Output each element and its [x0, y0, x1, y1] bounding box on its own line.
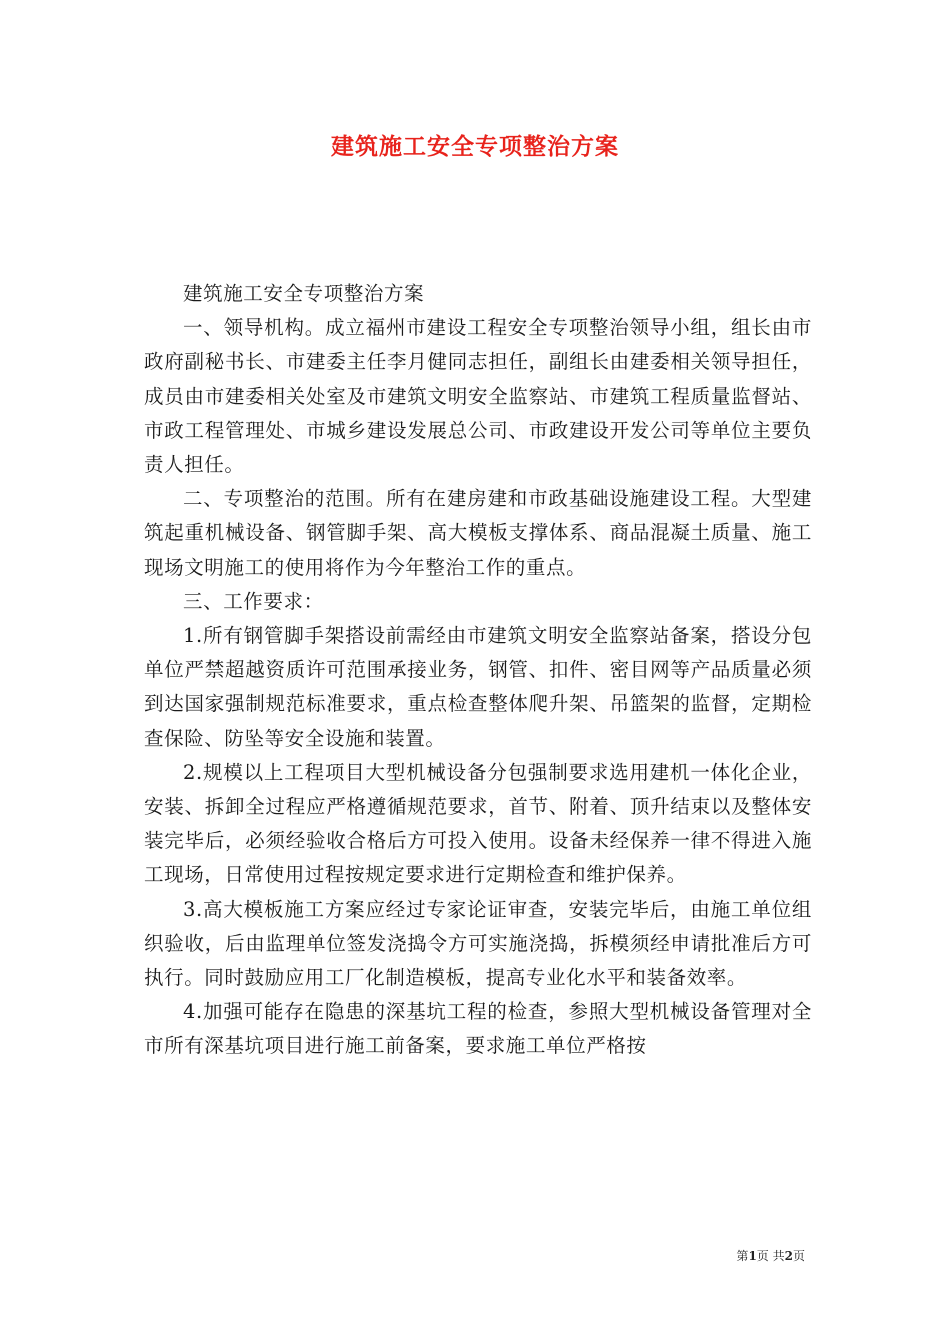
paragraph-item-3: 3.高大模板施工方案应经过专家论证审查，安装完毕后，由施工单位组织验收，后由监理单位签发浇捣令方可实施浇捣，拆模须经申请批准后方可执行。同时鼓励应用工厂化制造模板，提高专业化水平和装备效率。 [144, 897, 812, 990]
paragraph-requirements-heading: 三、工作要求： [183, 589, 324, 613]
paragraph-scope: 二、专项整治的范围。所有在建房建和市政基础设施建设工程。大型建筑起重机械设备、钢管脚手架、高大模板支撑体系、商品混凝土质量、施工现场文明施工的使用将作为今年整治工作的重点。 [144, 487, 812, 579]
paragraph-item-4: 4.加强可能存在隐患的深基坑工程的检查，参照大型机械设备管理对全市所有深基坑项目进行施工前备案，要求施工单位严格按 [144, 1000, 812, 1058]
footer-prefix: 第 [736, 1249, 749, 1263]
footer-middle: 页 共 [756, 1249, 785, 1263]
paragraph-heading: 建筑施工安全专项整治方案 [183, 282, 425, 305]
document-body [144, 277, 812, 1064]
footer-page-number: 1 [748, 1249, 757, 1263]
paragraph-item-1: 1.所有钢管脚手架搭设前需经由市建筑文明安全监察站备案，搭设分包单位严禁超越资质许可范围承接业务，钢管、扣件、密目网等产品质量必须到达国家强制规范标准要求，重点检查整体爬升架、吊篮架的监督，定期检查保险、防坠等安全设施和装置。 [144, 624, 812, 750]
page-footer [0, 1247, 805, 1264]
paragraph-item-2: 2.规模以上工程项目大型机械设备分包强制要求选用建机一体化企业，安装、拆卸全过程应严格遵循规范要求，首节、附着、顶升结束以及整体安装完毕后，必须经验收合格后方可投入使用。设备未经保养一律不得进入施工现场，日常使用过程按规定要求进行定期检查和维护保养。 [144, 760, 812, 887]
paragraph-leadership: 一、领导机构。成立福州市建设工程安全专项整治领导小组，组长由市政府副秘书长、市建委主任李月健同志担任，副组长由建委相关领导担任，成员由市建委相关处室及市建筑文明安全监察站、市建筑工程质量监督站、市政工程管理处、市城乡建设发展总公司、市政建设开发公司等单位主要负责人担任。 [144, 316, 812, 477]
document-title: 建筑施工安全专项整治方案 [331, 133, 619, 160]
footer-total-pages: 2 [784, 1249, 793, 1263]
footer-suffix: 页 [792, 1249, 805, 1263]
